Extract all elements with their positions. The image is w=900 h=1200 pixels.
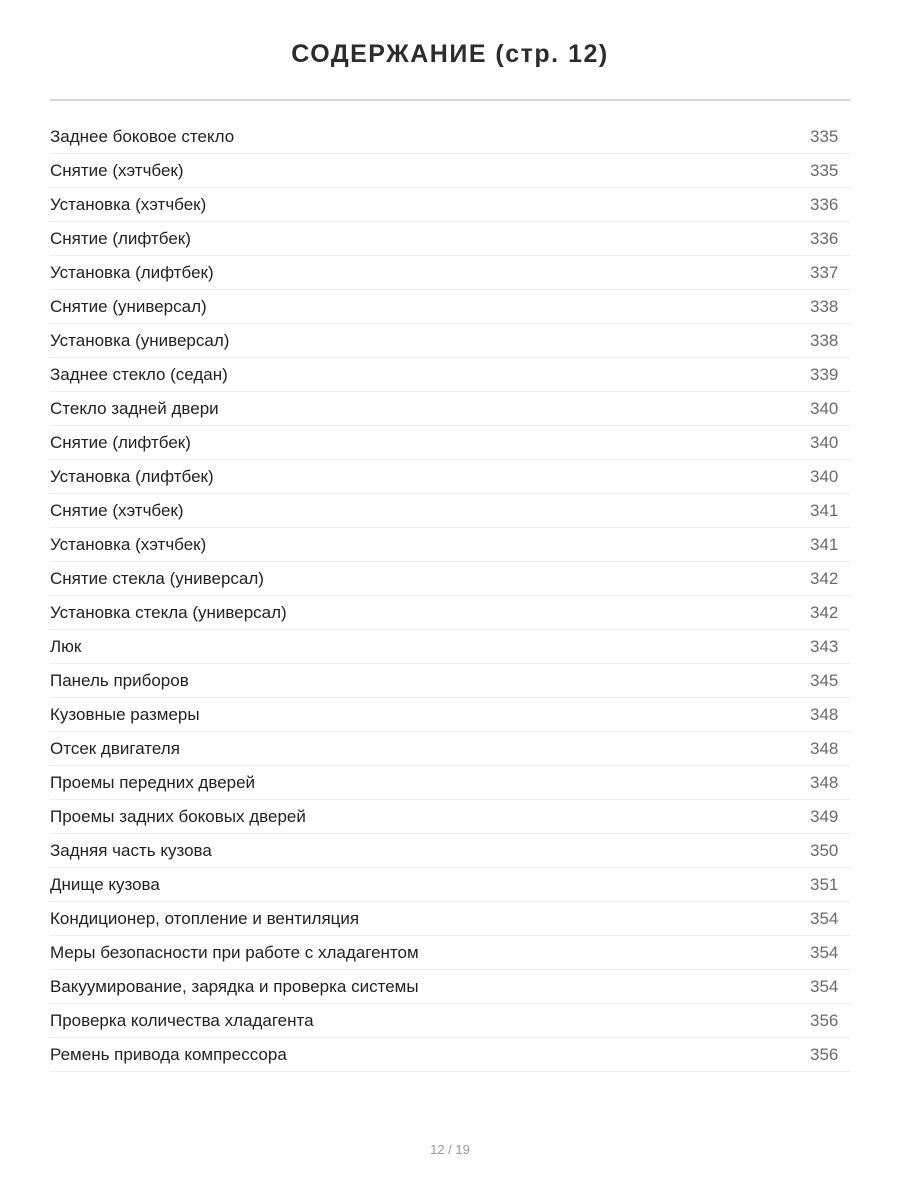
toc-entry[interactable] (50, 970, 850, 1004)
toc-entry[interactable] (50, 834, 850, 868)
toc-entry-title[interactable]: Меры безопасности при работе с хладагентом (50, 942, 419, 962)
toc-entry-title[interactable]: Вакуумирование, зарядка и проверка системы (50, 976, 419, 996)
toc-entry-title[interactable]: Установка (хэтчбек) (50, 194, 207, 214)
toc-entry-page: 339 (810, 364, 839, 384)
toc-entry[interactable] (50, 222, 850, 256)
toc-entry[interactable] (50, 494, 850, 528)
toc-entry-title[interactable]: Ремень привода компрессора (50, 1044, 287, 1064)
toc-entry-title[interactable]: Проверка количества хладагента (50, 1010, 314, 1030)
toc-entry-page: 348 (810, 704, 839, 724)
toc-entry[interactable] (50, 256, 850, 290)
toc-entry-page: 345 (810, 670, 839, 690)
toc-entry[interactable] (50, 358, 850, 392)
toc-entry-title[interactable]: Установка (лифтбек) (50, 466, 214, 486)
toc-entry[interactable] (50, 188, 850, 222)
toc-entry-title[interactable]: Снятие (лифтбек) (50, 432, 191, 452)
toc-entry-title[interactable]: Люк (50, 636, 82, 656)
title-divider (50, 99, 850, 101)
toc-entry-page: 349 (810, 806, 839, 826)
page-title: СОДЕРЖАНИЕ (стр. 12) (291, 40, 609, 68)
toc-entry-page: 342 (810, 568, 839, 588)
toc-entry-title[interactable]: Проемы задних боковых дверей (50, 806, 306, 826)
toc-entry-page: 336 (810, 228, 839, 248)
toc-entry-page: 340 (810, 432, 839, 452)
toc-entry-title[interactable]: Установка (универсал) (50, 330, 230, 350)
toc-entry-title[interactable]: Заднее стекло (седан) (50, 364, 228, 384)
toc-entry-title[interactable]: Стекло задней двери (50, 398, 219, 418)
toc-entry-page: 335 (810, 126, 839, 146)
toc-entry-page: 335 (810, 160, 839, 180)
toc-entry-title[interactable]: Днище кузова (50, 874, 160, 894)
toc-entry-page: 354 (810, 976, 839, 996)
page-counter: 12 / 19 (430, 1142, 470, 1157)
toc-entry[interactable] (50, 154, 850, 188)
toc-entry[interactable] (50, 290, 850, 324)
toc-entry[interactable] (50, 664, 850, 698)
toc-entry-page: 341 (810, 534, 839, 554)
toc-entry-page: 354 (810, 908, 839, 928)
toc-entry-title[interactable]: Кондиционер, отопление и вентиляция (50, 908, 360, 928)
toc-entry[interactable] (50, 732, 850, 766)
toc-entry-page: 337 (810, 262, 839, 282)
toc-entry[interactable] (50, 936, 850, 970)
toc-entry[interactable] (50, 120, 850, 154)
toc-entry[interactable] (50, 528, 850, 562)
toc-entry-page: 356 (810, 1044, 839, 1064)
toc-entry-title[interactable]: Установка (хэтчбек) (50, 534, 207, 554)
toc-entry-title[interactable]: Задняя часть кузова (50, 840, 212, 860)
toc-entry[interactable] (50, 902, 850, 936)
toc-entry-page: 343 (810, 636, 839, 656)
toc-entry-title[interactable]: Панель приборов (50, 670, 189, 690)
toc-entry-title[interactable]: Кузовные размеры (50, 704, 200, 724)
toc-entry[interactable] (50, 1004, 850, 1038)
toc-entry-page: 354 (810, 942, 839, 962)
toc-entry-page: 350 (810, 840, 839, 860)
toc-entry-page: 336 (810, 194, 839, 214)
toc-entry[interactable] (50, 596, 850, 630)
toc-entry-page: 341 (810, 500, 839, 520)
toc-entry[interactable] (50, 392, 850, 426)
toc-entry-title[interactable]: Отсек двигателя (50, 738, 180, 758)
toc-entry[interactable] (50, 868, 850, 902)
toc-entry[interactable] (50, 698, 850, 732)
toc-entry-page: 342 (810, 602, 839, 622)
toc-entry-title[interactable]: Заднее боковое стекло (50, 126, 235, 146)
toc-entry-title[interactable]: Снятие (хэтчбек) (50, 160, 184, 180)
toc-entry-page: 348 (810, 738, 839, 758)
toc-entry[interactable] (50, 324, 850, 358)
toc-entry-page: 338 (810, 296, 839, 316)
toc-entry-title[interactable]: Проемы передних дверей (50, 772, 256, 792)
toc-entry-title[interactable]: Установка стекла (универсал) (50, 602, 287, 622)
toc-entry-page: 340 (810, 466, 839, 486)
toc-list (50, 120, 850, 1072)
toc-entry-title[interactable]: Установка (лифтбек) (50, 262, 214, 282)
toc-entry-page: 338 (810, 330, 839, 350)
toc-entry[interactable] (50, 562, 850, 596)
toc-entry[interactable] (50, 426, 850, 460)
toc-entry-page: 351 (810, 874, 839, 894)
toc-entry[interactable] (50, 800, 850, 834)
toc-entry-title[interactable]: Снятие (универсал) (50, 296, 207, 316)
toc-entry[interactable] (50, 766, 850, 800)
toc-entry[interactable] (50, 1038, 850, 1072)
toc-entry[interactable] (50, 460, 850, 494)
toc-entry-title[interactable]: Снятие стекла (универсал) (50, 568, 264, 588)
toc-entry-title[interactable]: Снятие (лифтбек) (50, 228, 191, 248)
toc-entry-page: 356 (810, 1010, 839, 1030)
toc-entry-page: 340 (810, 398, 839, 418)
toc-entry[interactable] (50, 630, 850, 664)
toc-entry-title[interactable]: Снятие (хэтчбек) (50, 500, 184, 520)
toc-entry-page: 348 (810, 772, 839, 792)
